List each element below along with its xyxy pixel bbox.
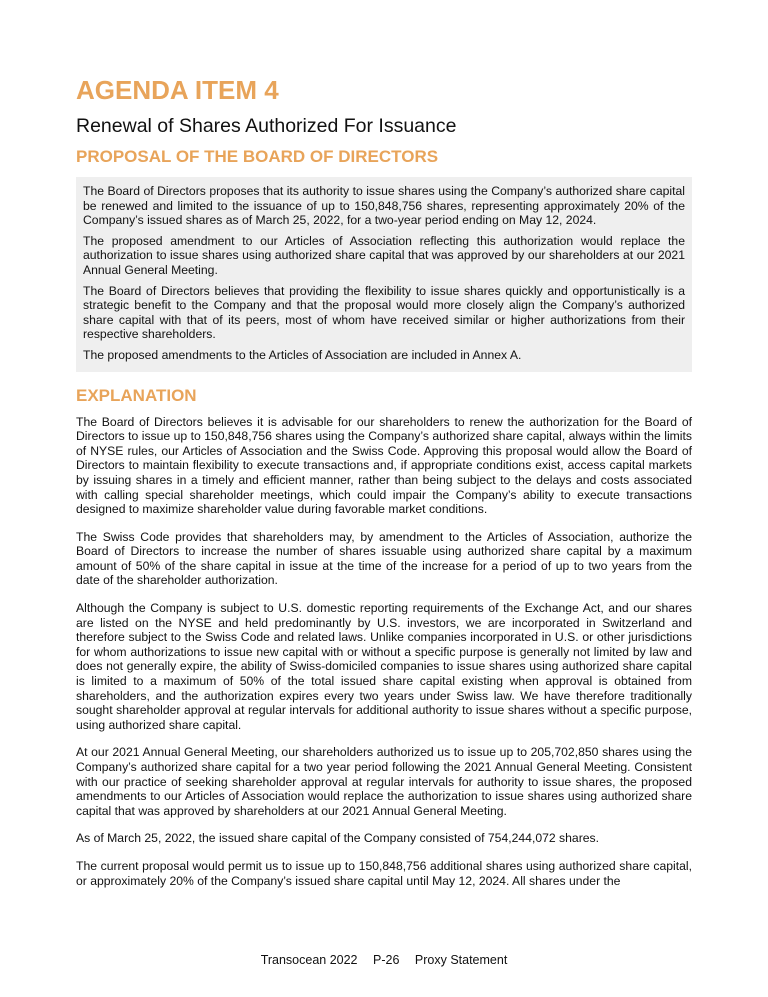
explanation-paragraph: The Board of Directors believes it is advisable for our shareholders to renew the authorization for the Board of Directors to issue up to 150,848,756 shares using the Company’s authorized share capital, always within the limits of NYSE rules, our Articles of Association and the Swiss Code. Approving this proposal would allow the Board of Directors to maintain flexibility to execute transactions and, if appropriate conditions exist, access capital markets by issuing shares in a timely and efficient manner, rather than being subject to the delays and costs associated with calling special shareholder meetings, which could impair the Company’s ability to execute transactions designed to maximize shareholder value during favorable market conditions. <box>76 414 692 517</box>
document-page <box>76 74 692 901</box>
page-title: AGENDA ITEM 4 <box>76 75 279 105</box>
explanation-paragraph: The current proposal would permit us to issue up to 150,848,756 additional shares using authorized share capital, or approximately 20% of the Company’s issued share capital until May 12, 2024. All shares under the <box>76 858 692 888</box>
proposal-heading: PROPOSAL OF THE BOARD OF DIRECTORS <box>76 147 439 166</box>
explanation-paragraph: At our 2021 Annual General Meeting, our shareholders authorized us to issue up to 205,702,850 shares using the Company’s authorized share capital for a two year period following the 2021 Annual General Meeting. Consistent with our practice of seeking shareholder approval at regular intervals for authority to issue shares, the proposed amendments to our Articles of Association would replace the authorization to issue shares using authorized share capital that was approved by shareholders at our 2021 Annual General Meeting. <box>76 745 692 818</box>
proposal-box <box>76 177 692 372</box>
explanation-paragraph: Although the Company is subject to U.S. domestic reporting requirements of the Exchange Act, and our shares are listed on the NYSE and held predominantly by U.S. investors, we are incorporated in Switzerland and therefore subject to the Swiss Code and related laws. Unlike companies incorporated in U.S. or other jurisdictions for whom authorizations to issue new capital with or without a specific purpose is generally not limited by law and does not generally expire, the ability of Swiss-domiciled companies to issue shares using authorized share capital is limited to a maximum of 50% of the total issued share capital existing when approval is obtained from shareholders, and the authorization expires every two years under Swiss law. We have therefore traditionally sought shareholder approval at regular intervals for additional authority to issue shares without a specific purpose, using authorized share capital. <box>76 601 692 732</box>
explanation-heading: EXPLANATION <box>76 385 197 405</box>
footer-document: Proxy Statement <box>414 953 508 967</box>
page-footer <box>0 953 768 967</box>
footer-page-number: P-26 <box>373 953 400 967</box>
proposal-paragraph: The Board of Directors proposes that its authority to issue shares using the Company’s authorized share capital be renewed and limited to the issuance of up to 150,848,756 shares, representing approximately 20% of the Company’s issued shares as of March 25, 2022, for a two-year period ending on May 12, 2024. <box>83 184 685 228</box>
page-subtitle: Renewal of Shares Authorized For Issuance <box>76 115 457 137</box>
footer-company: Transocean 2022 <box>260 953 358 967</box>
explanation-paragraph: The Swiss Code provides that shareholders may, by amendment to the Articles of Association, authorize the Board of Directors to increase the number of shares issuable using authorized share capital by a maximum amount of 50% of the share capital in issue at the time of the increase for a period of up to two years from the date of the shareholder authorization. <box>76 529 692 588</box>
explanation-paragraph: As of March 25, 2022, the issued share capital of the Company consisted of 754,244,072 shares. <box>76 831 600 846</box>
proposal-paragraph: The proposed amendment to our Articles of Association reflecting this authorization would replace the authorization to issue shares using authorized share capital that was approved by our shareholders at our 2021 Annual General Meeting. <box>83 233 685 277</box>
proposal-paragraph: The proposed amendments to the Articles of Association are included in Annex A. <box>83 347 522 362</box>
proposal-paragraph: The Board of Directors believes that providing the flexibility to issue shares quickly and opportunistically is a strategic benefit to the Company and that the proposal would more closely align the Company’s authorized share capital with that of its peers, most of whom have received similar or higher authorizations from their respective shareholders. <box>83 283 685 342</box>
